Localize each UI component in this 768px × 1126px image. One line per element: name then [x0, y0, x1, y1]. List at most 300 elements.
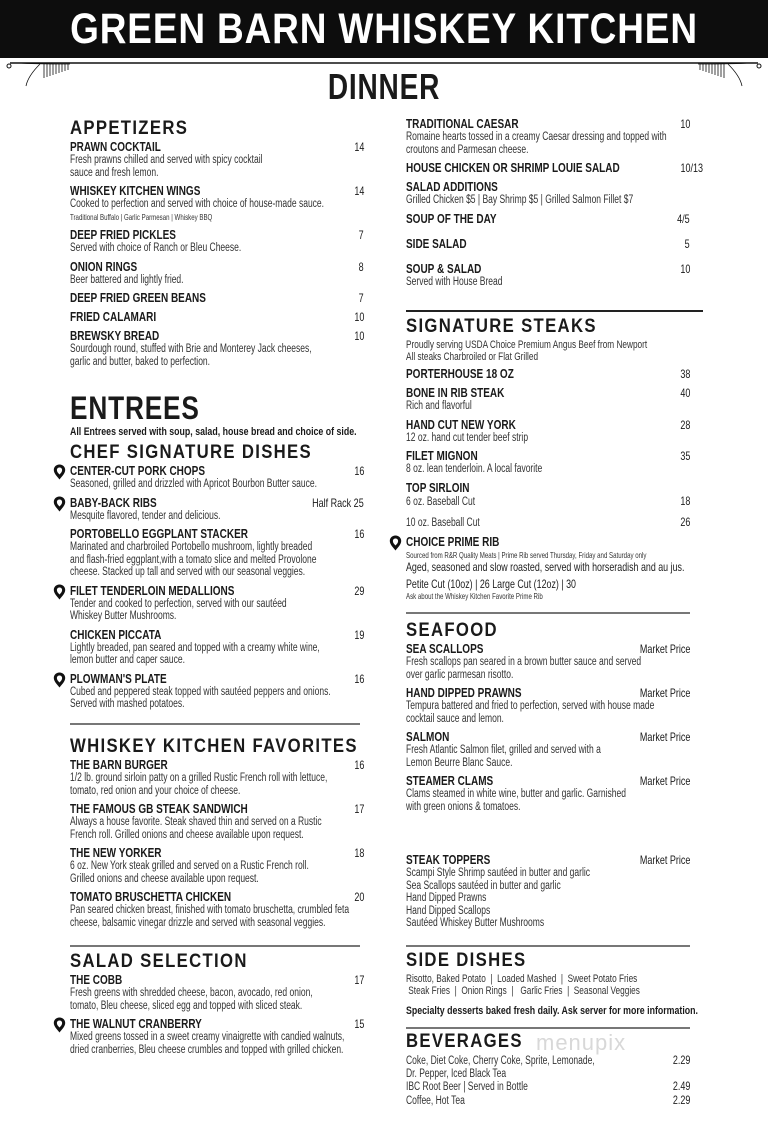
item-price: 7: [358, 291, 364, 305]
menu-item: [406, 1054, 690, 1107]
item-description: [406, 744, 690, 757]
item-description: [70, 274, 364, 287]
header-bar: [0, 0, 768, 58]
item-name: SOUP OF THE DAY: [406, 211, 497, 226]
item-price: 7: [358, 228, 364, 242]
section-salad2: [406, 117, 704, 294]
item-description: [406, 700, 690, 713]
item-price: 10: [353, 310, 364, 324]
item-name: TOP SIRLOIN: [406, 480, 470, 495]
description-text: French roll. Grilled onions and cheese available upon request.: [70, 828, 304, 841]
item-description: [406, 788, 690, 801]
section-heading: SEAFOOD: [406, 620, 498, 641]
item-description: [406, 276, 690, 289]
item-description: [70, 917, 364, 930]
item-header: [70, 585, 364, 598]
section-appetizers: [70, 119, 364, 374]
menu-item: [406, 387, 690, 413]
item-description: [406, 867, 690, 880]
item-header: [406, 161, 704, 175]
description-text: Marinated and charbroiled Portobello mushroom, lightly breaded: [70, 541, 313, 553]
item-description: [406, 917, 690, 930]
item-description: [406, 432, 690, 445]
item-header: [70, 261, 364, 274]
menu-item: [406, 731, 690, 769]
signature-pin-icon: [53, 672, 66, 688]
item-name: SALAD ADDITIONS: [406, 180, 498, 194]
item-name: PLOWMAN'S PLATE: [70, 671, 167, 686]
section-heading: SALAD SELECTION: [70, 951, 248, 972]
item-header: [406, 450, 690, 463]
menu-item: [406, 238, 690, 251]
item-description: [70, 816, 364, 829]
item-description: [406, 400, 690, 413]
description-text: Pan seared chicken breast, finished with tomato bruschetta, crumbled feta: [70, 904, 350, 916]
menu-item: [70, 261, 364, 287]
description-text: garlic and butter, baked to perfection.: [70, 355, 211, 368]
item-header: [406, 775, 690, 788]
item-header: [70, 292, 364, 305]
item-header: [70, 759, 364, 772]
description-text: Always a house favorite. Steak shaved thin and served on a Rustic: [70, 816, 322, 828]
description-text: 6 oz. Baseball Cut: [406, 495, 476, 508]
section-specialty: [406, 1005, 698, 1018]
item-description: [70, 211, 364, 224]
item-description: [406, 516, 690, 530]
description-text: 8 oz. lean tenderloin. A local favorite: [406, 463, 543, 475]
signature-pin-icon: [53, 1017, 66, 1033]
signature-pin-icon: [53, 584, 66, 600]
item-price: 40: [679, 386, 690, 400]
item-header: [70, 847, 364, 860]
menu-item: [70, 330, 364, 368]
item-description: [70, 904, 364, 917]
description-text: Beer battered and lightly fried.: [70, 273, 184, 286]
item-header: [70, 311, 364, 324]
item-description: [406, 590, 690, 603]
description-text: Cooked to perfection and served with choice of house-made sauce.: [70, 198, 325, 210]
item-price: 35: [679, 449, 690, 463]
item-header: [70, 891, 364, 904]
menu-item: [406, 213, 690, 226]
item-name: WHISKEY KITCHEN WINGS: [70, 184, 201, 198]
item-price: 17: [353, 802, 364, 816]
section-chef: [70, 443, 364, 717]
item-description: [406, 1094, 690, 1108]
section-salad: [70, 952, 364, 1062]
menu-item: [70, 847, 364, 885]
item-name: CHOICE PRIME RIB: [406, 534, 500, 549]
description-text: Romaine hearts tossed in a creamy Caesar dressing and topped with: [406, 131, 667, 143]
description-text: and flash-fried eggplant,with a tomato slice and melted Provolone: [70, 553, 317, 566]
menu-item: [70, 292, 364, 305]
description-text: cheese. Stacked up tall and served with our seasonal veggies.: [70, 566, 306, 578]
divider: [70, 723, 360, 725]
item-name: SEA SCALLOPS: [406, 642, 484, 656]
item-price: 4/5: [677, 211, 690, 226]
item-price: 16: [353, 758, 364, 772]
item-description: [70, 598, 364, 611]
description-text: sauce and fresh lemon.: [70, 166, 159, 179]
item-price: 17: [353, 973, 364, 987]
menu-item: [406, 854, 690, 930]
line-price: 2.49: [672, 1079, 690, 1093]
item-description: [406, 495, 690, 509]
item-description: [406, 880, 690, 893]
description-text: Scampi Style Shrimp sautéed in butter and garlic: [406, 867, 591, 879]
menu-item: [70, 141, 364, 179]
item-description: [70, 1031, 364, 1044]
description-text: Served with House Bread: [406, 275, 503, 288]
menu-item: [406, 450, 690, 476]
menu-item: [70, 803, 364, 841]
description-text: Whiskey Butter Mushrooms.: [70, 610, 177, 622]
description-text: Seasoned, grilled and drizzled with Apricot Bourbon Butter sauce.: [70, 478, 317, 490]
description-text: Fresh prawns chilled and served with spicy cocktail: [70, 154, 263, 166]
divider: [406, 612, 690, 614]
description-text: Coffee, Hot Tea: [406, 1094, 465, 1107]
item-price: 10/13: [680, 161, 704, 175]
section-heading: WHISKEY KITCHEN FAVORITES: [70, 736, 358, 757]
item-description: [406, 1054, 690, 1068]
description-text: Served with choice of Ranch or Bleu Cheese.: [70, 242, 242, 254]
item-name: STEAK TOPPERS: [406, 853, 491, 867]
section-subtitle: Proudly serving USDA Choice Premium Angus Beef from Newport All steaks Charbroiled or Flat Grilled: [406, 339, 648, 363]
menu-item: [70, 673, 364, 711]
item-description: [70, 541, 364, 554]
item-header: [406, 854, 690, 867]
item-name: PRAWN COCKTAIL: [70, 140, 161, 154]
section-toppers: [406, 854, 690, 936]
description-text: 12 oz. hand cut tender beef strip: [406, 431, 529, 444]
item-description: [70, 478, 364, 491]
item-name: SALMON: [406, 730, 450, 744]
description-text: cheese, balsamic vinegar drizzle and served with seasonal veggies.: [70, 916, 326, 929]
description-text: Fresh scallops pan seared in a brown butter sauce and served: [406, 656, 642, 668]
line-price: 18: [679, 493, 690, 508]
section-heading: SIDE DISHES: [406, 950, 527, 971]
item-header: [406, 419, 690, 432]
item-description: [70, 642, 364, 655]
item-name: PORTOBELLO EGGPLANT STACKER: [70, 527, 248, 541]
menu-item: [70, 585, 364, 623]
section-steaks: [406, 317, 690, 609]
description-text: Served with mashed potatoes.: [70, 698, 185, 710]
description-text: 1/2 lb. ground sirloin patty on a grilled Rustic French roll with lettuce,: [70, 772, 328, 784]
item-name: TRADITIONAL CAESAR: [406, 117, 519, 131]
item-description: [70, 242, 364, 255]
item-header: [70, 465, 364, 478]
item-description: [70, 860, 364, 873]
menu-item: [406, 263, 690, 289]
item-name: FILET MIGNON: [406, 449, 478, 463]
description-text: 10 oz. Baseball Cut: [406, 517, 480, 529]
item-price: 19: [353, 627, 364, 642]
description-text: Petite Cut (10oz) | 26 Large Cut (12oz) | 30: [406, 576, 576, 591]
section-note: All Entrees served with soup, salad, house bread and choice of side.: [70, 426, 357, 438]
section-sides: [406, 951, 690, 1002]
item-description: [406, 144, 690, 157]
item-header: [406, 687, 690, 700]
item-header: [70, 185, 364, 198]
item-header: [406, 643, 690, 656]
item-description: [70, 987, 364, 1000]
item-price: 28: [679, 417, 690, 432]
menu-item: [406, 643, 690, 681]
item-description: [70, 772, 364, 785]
divider: [406, 310, 703, 312]
description-text: dried cranberries, Bleu cheese crumbles and topped with grilled chicken.: [70, 1043, 344, 1056]
item-price: Half Rack 25: [312, 495, 364, 510]
description-text: Fresh Atlantic Salmon filet, grilled and served with a: [406, 744, 601, 756]
item-header: [406, 731, 690, 744]
menu-item: [406, 368, 690, 381]
item-name: HOUSE CHICKEN OR SHRIMP LOUIE SALAD: [406, 161, 620, 175]
description-text: Traditional Buffalo | Garlic Parmesan | Whiskey BBQ: [70, 211, 213, 222]
item-header: [70, 629, 364, 642]
item-price: Market Price: [639, 730, 690, 744]
item-header: [70, 330, 364, 343]
description-text: Dr. Pepper, Iced Black Tea: [406, 1067, 507, 1080]
item-price: 15: [353, 1017, 364, 1031]
item-price: 18: [353, 846, 364, 860]
description-text: Mixed greens tossed in a sweet creamy vinaigrette with candied walnuts,: [70, 1031, 345, 1043]
item-name: THE BARN BURGER: [70, 758, 168, 772]
description-text: Coke, Diet Coke, Cherry Coke, Sprite, Lemonade,: [406, 1055, 595, 1067]
item-header: [406, 368, 690, 381]
menu-item: [70, 185, 364, 223]
item-description: [70, 686, 364, 699]
menu-item: [70, 528, 364, 579]
description-text: with green onions & tomatoes.: [406, 800, 521, 813]
menu-title-dinner: DINNER: [327, 66, 441, 107]
description-text: Grilled Chicken $5 | Bay Shrimp $5 | Grilled Salmon Fillet $7: [406, 194, 634, 206]
description-text: tomato, red onion and your choice of cheese.: [70, 784, 241, 797]
description-text: IBC Root Beer | Served in Bottle: [406, 1081, 528, 1093]
item-description: [70, 343, 364, 356]
menu-item: [70, 629, 364, 667]
section-favorites: [70, 737, 364, 935]
item-name: BREWSKY BREAD: [70, 329, 160, 343]
menu-item: [406, 687, 690, 725]
description-text: Ask about the Whiskey Kitchen Favorite Prime Rib: [406, 591, 543, 601]
item-price: 10: [353, 329, 364, 343]
item-description: [406, 463, 690, 476]
item-header: [406, 181, 690, 194]
description-text: Grilled onions and cheese available upon request.: [70, 872, 259, 885]
line-price: 2.29: [672, 1092, 690, 1107]
item-price: 29: [353, 583, 364, 598]
item-price: 16: [353, 527, 364, 541]
item-header: [70, 803, 364, 816]
section-note: Specialty desserts baked fresh daily. Ask server for more information.: [406, 1005, 698, 1017]
item-description: [70, 654, 364, 667]
item-price: 8: [358, 259, 364, 274]
description-text: over garlic parmesan risotto.: [406, 668, 514, 681]
section-heading: ENTREES: [70, 390, 200, 426]
item-name: HAND CUT NEW YORK: [406, 417, 516, 432]
description-text: Aged, seasoned and slow roasted, served with horseradish and au jus.: [406, 560, 685, 574]
menu-item: [70, 497, 364, 523]
item-price: 10: [679, 261, 690, 276]
restaurant-title: GREEN BARN WHISKEY KITCHEN: [70, 4, 698, 53]
item-header: [70, 1018, 364, 1031]
item-header: [70, 497, 364, 510]
item-description: [406, 656, 690, 669]
item-price: Market Price: [639, 853, 690, 867]
description-text: Sourced from R&R Quality Meats | Prime Rib served Thursday, Friday and Saturday only: [406, 549, 647, 560]
item-header: [406, 387, 690, 400]
menu-item: [70, 1018, 364, 1056]
menu-item: [406, 181, 690, 207]
item-header: [70, 141, 364, 154]
item-header: [406, 118, 690, 131]
menu-item: [70, 891, 364, 929]
section-heading: CHEF SIGNATURE DISHES: [70, 442, 313, 463]
item-description: [406, 194, 690, 207]
signature-pin-icon: [53, 496, 66, 512]
divider: [406, 1027, 690, 1029]
item-description: [70, 1000, 364, 1013]
item-name: STEAMER CLAMS: [406, 774, 494, 788]
item-name: THE COBB: [70, 973, 123, 987]
divider: [70, 945, 360, 947]
item-description: [70, 356, 364, 369]
description-text: Tempura battered and fried to perfection, served with house made: [406, 700, 655, 712]
item-description: [70, 1044, 364, 1057]
line-price: 26: [679, 515, 690, 529]
description-text: Cubed and peppered steak topped with sautéed peppers and onions.: [70, 685, 331, 698]
item-price: Market Price: [639, 686, 690, 700]
section-heading: BEVERAGES: [406, 1031, 523, 1052]
section-heading: APPETIZERS: [70, 118, 189, 139]
item-description: [70, 198, 364, 211]
item-name: DEEP FRIED PICKLES: [70, 228, 176, 242]
section-seafood: [406, 621, 690, 819]
item-name: FRIED CALAMARI: [70, 310, 157, 324]
item-name: TOMATO BRUSCHETTA CHICKEN: [70, 890, 232, 904]
description-text: lemon butter and caper sauce.: [70, 654, 185, 666]
menu-item: [406, 536, 690, 603]
description-text: Clams steamed in white wine, butter and garlic. Garnished: [406, 788, 626, 800]
line-price: 2.29: [672, 1053, 690, 1067]
item-name: THE WALNUT CRANBERRY: [70, 1017, 202, 1031]
item-header: [70, 229, 364, 242]
item-name: HAND DIPPED PRAWNS: [406, 686, 522, 700]
item-price: Market Price: [639, 774, 690, 788]
item-description: [70, 510, 364, 523]
item-name: SOUP & SALAD: [406, 261, 482, 276]
item-header: [406, 263, 690, 276]
description-text: Hand Dipped Prawns: [406, 892, 487, 904]
item-name: FILET TENDERLOIN MEDALLIONS: [70, 583, 235, 598]
section-subtitle: Risotto, Baked Potato | Loaded Mashed | Sweet Potato Fries Steak Fries | Onion Rings | Garlic Fries | Seasonal Veggies: [406, 973, 640, 997]
description-text: Hand Dipped Scallops: [406, 904, 491, 917]
item-header: [70, 974, 364, 987]
item-description: [70, 829, 364, 842]
item-description: [406, 561, 690, 574]
item-description: [406, 713, 690, 726]
item-description: [70, 154, 364, 167]
description-text: tomato, Bleu cheese, sliced egg and topped with sliced steak.: [70, 999, 303, 1012]
item-description: [70, 873, 364, 886]
menu-item: [70, 229, 364, 255]
item-price: 16: [353, 671, 364, 686]
item-description: [406, 1068, 690, 1081]
item-price: 5: [684, 236, 690, 251]
menu-item: [406, 118, 690, 156]
item-description: [406, 757, 690, 770]
menu-item: [406, 482, 690, 530]
item-price: 20: [353, 890, 364, 904]
menu-item: [70, 759, 364, 797]
item-name: CHICKEN PICCATA: [70, 627, 162, 642]
description-text: cocktail sauce and lemon.: [406, 712, 504, 725]
item-header: [406, 482, 690, 495]
item-description: [406, 905, 690, 918]
item-description: [70, 554, 364, 567]
menu-item: [70, 974, 364, 1012]
item-header: [70, 673, 364, 686]
item-price: Market Price: [639, 642, 690, 656]
signature-pin-icon: [53, 464, 66, 480]
section-entrees: [70, 392, 364, 439]
menu-item: [406, 419, 690, 445]
item-name: BONE IN RIB STEAK: [406, 386, 505, 400]
item-price: 10: [679, 117, 690, 131]
description-text: Sautéed Whiskey Butter Mushrooms: [406, 917, 545, 929]
item-name: SIDE SALAD: [406, 236, 467, 251]
description-text: Fresh greens with shredded cheese, bacon, avocado, red onion,: [70, 987, 313, 999]
item-price: 14: [353, 184, 364, 198]
description-text: Lemon Beurre Blanc Sauce.: [406, 756, 513, 769]
item-name: THE NEW YORKER: [70, 846, 162, 860]
item-description: [406, 131, 690, 144]
item-header: [406, 213, 690, 226]
item-name: CENTER-CUT PORK CHOPS: [70, 464, 206, 478]
item-description: [406, 892, 690, 905]
item-name: THE FAMOUS GB STEAK SANDWICH: [70, 802, 248, 816]
description-text: Tender and cooked to perfection, served with our sautéed: [70, 597, 287, 610]
item-name: PORTERHOUSE 18 OZ: [406, 367, 514, 381]
menu-item: [70, 465, 364, 491]
description-text: croutons and Parmesan cheese.: [406, 143, 529, 156]
menu-item: [406, 775, 690, 813]
signature-pin-icon: [389, 535, 402, 551]
item-description: [70, 698, 364, 711]
menu-item: [70, 311, 364, 324]
item-description: [406, 578, 690, 591]
description-text: Mesquite flavored, tender and delicious.: [70, 509, 221, 522]
item-description: [406, 801, 690, 814]
description-text: Sea Scallops sautéed in butter and garlic: [406, 879, 561, 892]
item-header: [406, 536, 690, 549]
item-header: [406, 238, 690, 251]
item-price: 16: [353, 464, 364, 478]
item-name: ONION RINGS: [70, 259, 138, 274]
section-heading: SIGNATURE STEAKS: [406, 316, 597, 337]
section-beverages: [406, 1032, 690, 1113]
item-description: [406, 1080, 690, 1094]
item-price: 14: [353, 140, 364, 154]
divider: [406, 945, 690, 947]
description-text: Lightly breaded, pan seared and topped with a creamy white wine,: [70, 641, 320, 654]
item-name: DEEP FRIED GREEN BEANS: [70, 291, 206, 305]
watermark: menupix: [536, 1030, 627, 1055]
item-description: [70, 167, 364, 180]
item-description: [70, 785, 364, 798]
item-description: [70, 610, 364, 623]
